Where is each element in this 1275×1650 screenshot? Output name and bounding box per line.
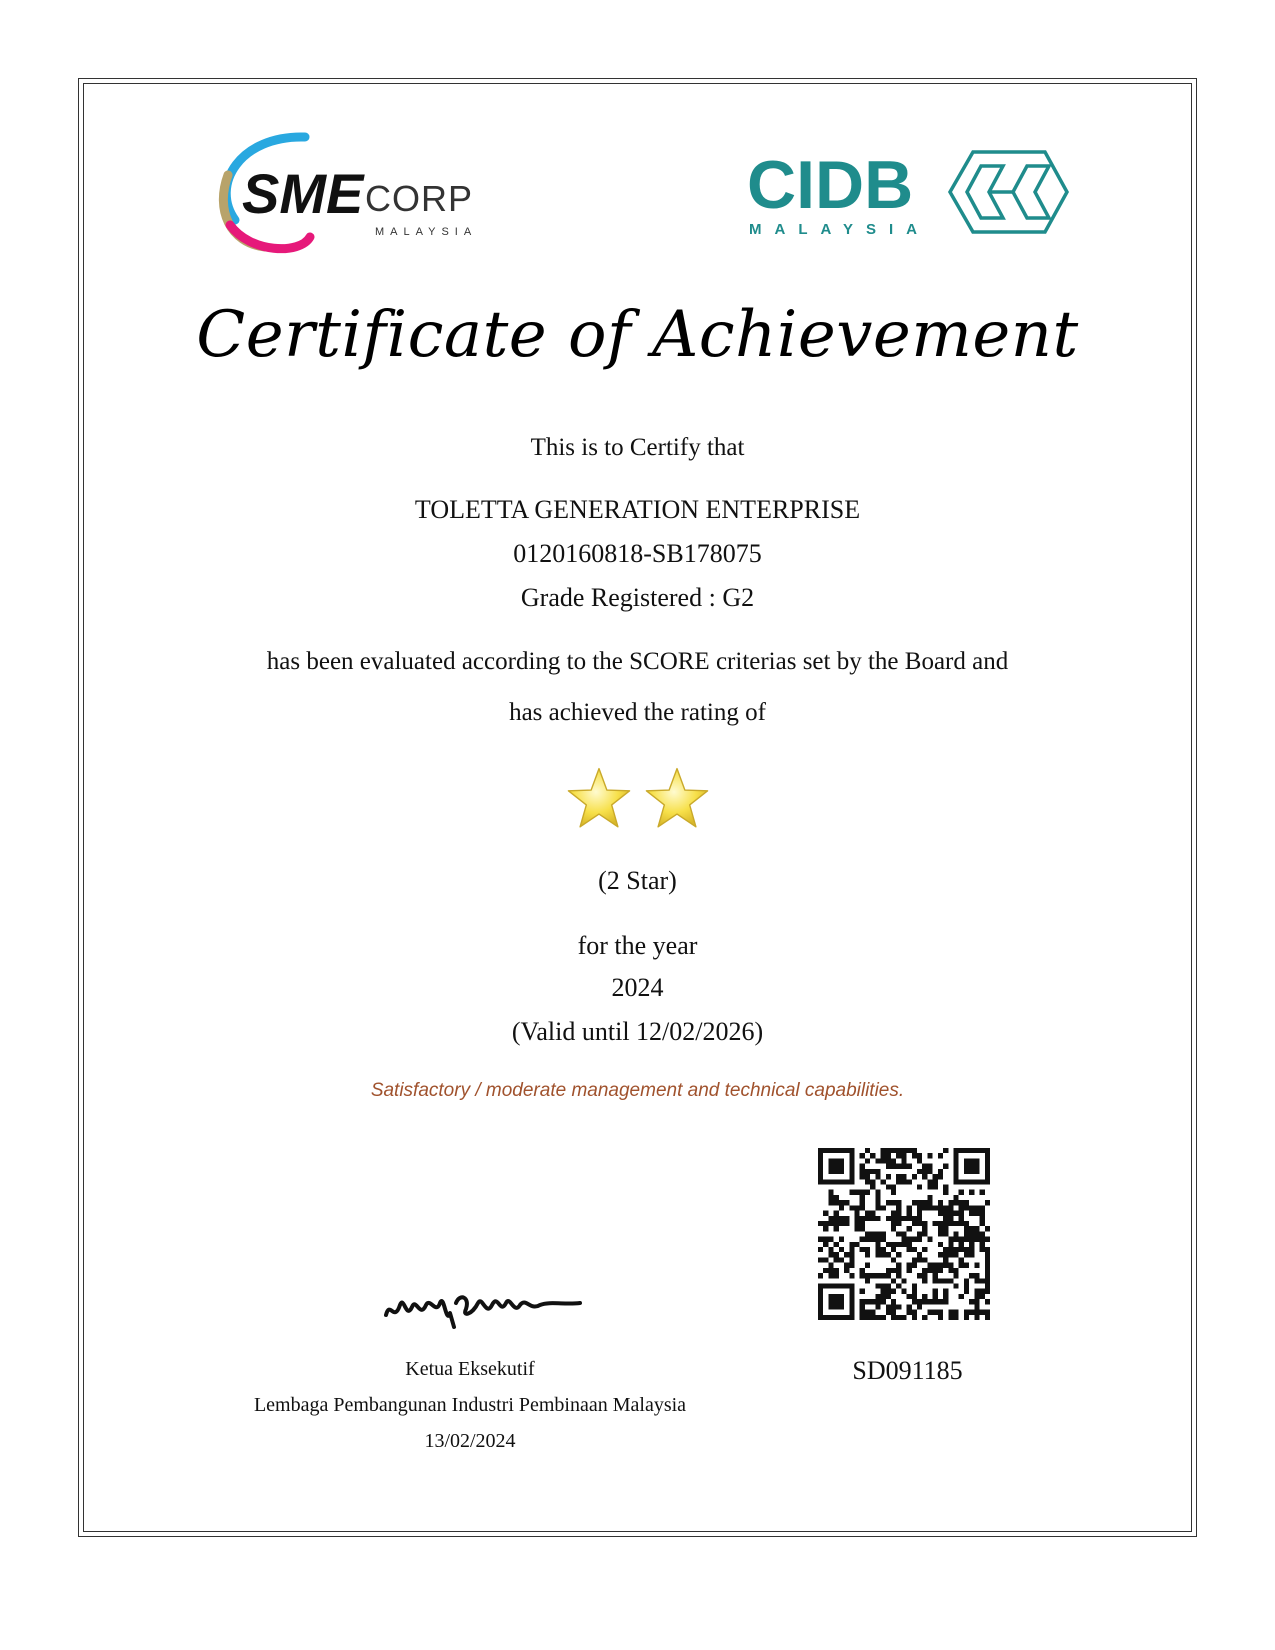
sme-logo-country: MALAYSIA	[375, 226, 478, 238]
sme-logo-main: SME	[242, 162, 364, 225]
rating-remark: Satisfactory / moderate management and technical capabilities.	[370, 1080, 905, 1101]
for-year-text: for the year	[577, 931, 698, 960]
sme-logo-corp: CORP	[365, 178, 474, 219]
signatory-title: Ketua Eksekutif	[405, 1358, 535, 1380]
certificate-title: Certificate of Achievement	[196, 298, 1079, 372]
achievement-statement: has achieved the rating of	[509, 699, 766, 726]
star-rating	[0, 763, 1275, 843]
signatory-organization: Lembaga Pembangunan Industri Pembinaan Malaysia	[253, 1394, 687, 1416]
rating-label: (2 Star)	[598, 866, 677, 895]
certify-text: This is to Certify that	[530, 434, 745, 461]
company-name: TOLETTA GENERATION ENTERPRISE	[414, 495, 861, 524]
cidb-logo-main: CIDB	[747, 150, 914, 223]
qr-code[interactable]	[818, 1148, 990, 1320]
cidb-hexagon-icon	[950, 152, 1067, 232]
certificate-year: 2024	[611, 973, 664, 1002]
registration-number: 0120160818-SB178075	[513, 539, 762, 568]
validity-period: (Valid until 12/02/2026)	[511, 1017, 764, 1046]
star-icon	[564, 763, 634, 833]
signatory-date: 13/02/2024	[424, 1430, 516, 1452]
cidb-logo	[745, 150, 1075, 250]
sme-corp-logo	[210, 125, 530, 260]
cidb-logo-country: MALAYSIA	[749, 221, 930, 238]
evaluation-statement: has been evaluated according to the SCORE criterias set by the Board and	[266, 648, 1009, 675]
signature-image	[380, 1275, 590, 1335]
grade-registered: Grade Registered : G2	[520, 583, 755, 612]
certificate-number: SD091185	[852, 1356, 963, 1385]
star-icon	[642, 763, 712, 833]
